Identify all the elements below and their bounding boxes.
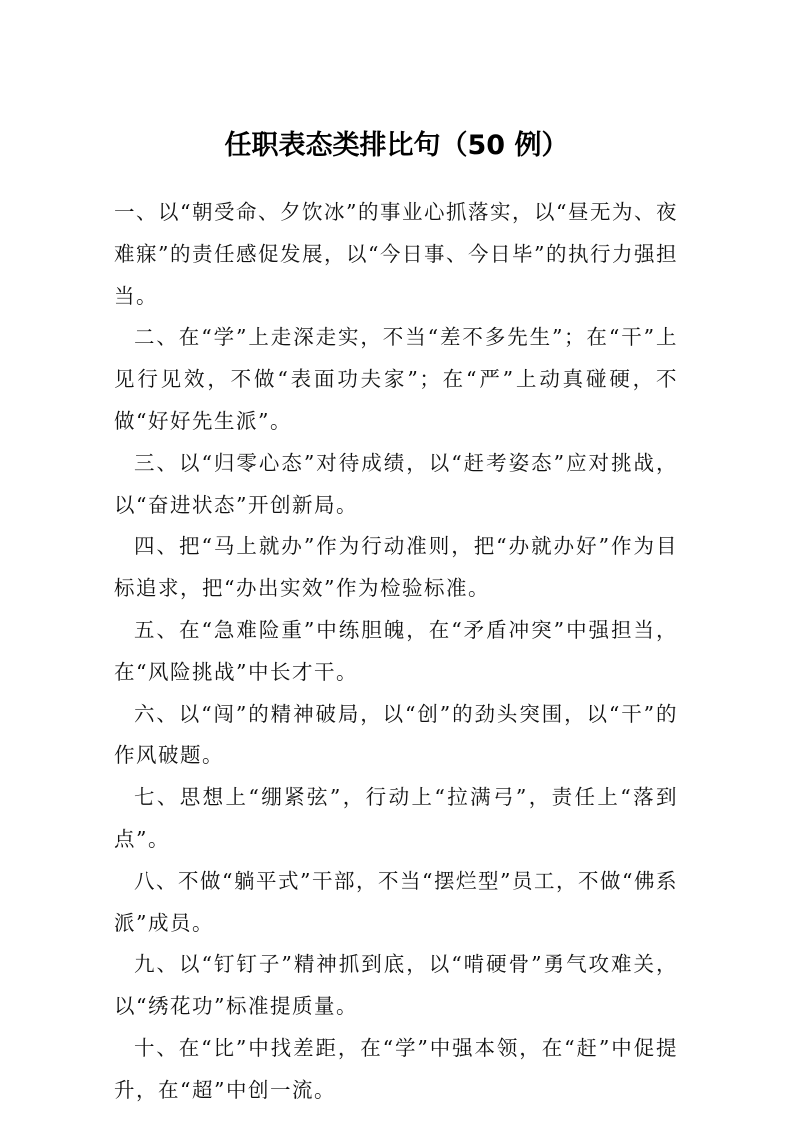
paragraph-2: 二、在“学”上走深走实，不当“差不多先生”；在“干”上见行见效，不做“表面功夫家”；在“严”上动真碰硬，不做“好好先生派”。	[114, 325, 678, 433]
paragraph-5: 五、在“急难险重”中练胆魄，在“矛盾冲突”中强担当，在“风险挑战”中长才干。	[114, 617, 678, 684]
document-title: 任职表态类排比句（50 例）	[224, 130, 569, 161]
document-body	[114, 192, 678, 1112]
paragraph-4: 四、把“马上就办”作为行动准则，把“办就办好”作为目标追求，把“办出实效”作为检验标准。	[114, 534, 678, 601]
paragraph-9: 九、以“钉钉子”精神抓到底，以“啃硬骨”勇气攻难关，以“绣花功”标准提质量。	[114, 952, 678, 1019]
paragraph-1: 一、以“朝受命、夕饮冰”的事业心抓落实，以“昼无为、夜难寐”的责任感促发展，以“今日事、今日毕”的执行力强担当。	[114, 200, 678, 308]
paragraph-6: 六、以“闯”的精神破局，以“创”的劲头突围，以“干”的作风破题。	[114, 701, 678, 768]
paragraph-8: 八、不做“躺平式”干部，不当“摆烂型”员工，不做“佛系派”成员。	[114, 868, 678, 935]
paragraph-7: 七、思想上“绷紧弦”，行动上“拉满弓”，责任上“落到点”。	[114, 785, 678, 851]
paragraph-10: 十、在“比”中找差距，在“学”中强本领，在“赶”中促提升，在“超”中创一流。	[114, 1035, 678, 1102]
paragraph-3: 三、以“归零心态”对待成绩，以“赶考姿态”应对挑战，以“奋进状态”开创新局。	[114, 450, 678, 517]
